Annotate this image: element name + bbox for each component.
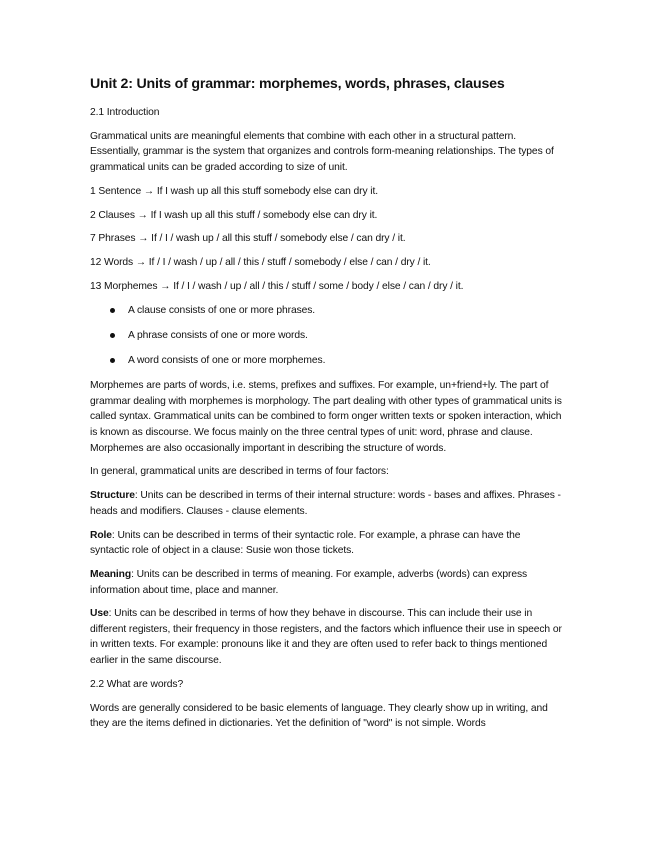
factors-intro: In general, grammatical units are described in terms of four factors: xyxy=(90,466,389,478)
example-clauses: 2 Clauses → If I wash up all this stuff / somebody else can dry it. xyxy=(90,209,378,221)
example-morphemes: 13 Morphemes → If / I / wash / up / all / this / stuff / some / body / else / can / dry / it. xyxy=(90,280,464,292)
intro-paragraph: Grammatical units are meaningful elements that combine with each other in a structural pattern. Essentially, grammar is the system that organizes and controls form-meaning relationships. The types of grammatical units can be graded according to size of unit. xyxy=(90,130,554,173)
section-heading-introduction: 2.1 Introduction xyxy=(90,107,160,118)
factor-term: Structure xyxy=(90,490,135,502)
bullet-item-phrase: A phrase consists of one or more words. xyxy=(90,328,562,344)
factor-term: Role xyxy=(90,529,112,541)
factor-text: : Units can be described in terms of their internal structure: words - bases and affixes. Phrases - heads and modifiers. Clauses - clause elements. xyxy=(90,490,561,517)
example-sentence: 1 Sentence → If I wash up all this stuff somebody else can dry it. xyxy=(90,185,378,197)
factor-text: : Units can be described in terms of how they behave in discourse. This can include their use in different registers, their frequency in those registers, and the factors which influence their use in speech or in written texts. For example: pronouns like it and they are often used to refer back to things mentioned earlier in the same discourse. xyxy=(90,608,562,667)
words-paragraph: Words are generally considered to be basic elements of language. They clearly show up in writing, and they are the items defined in dictionaries. Yet the definition of "word" is not simple. Words xyxy=(90,702,548,730)
section-heading-words: 2.2 What are words? xyxy=(90,678,184,690)
morphemes-paragraph: Morphemes are parts of words, i.e. stems, prefixes and suffixes. For example, un+friend+ly. The part of grammar dealing with morphemes is morphology. The part dealing with other types of grammatical units is called syntax. Grammatical units can be combined to form onger written texts or spoken interaction, which is known as discourse. We focus mainly on the three central types of unit: word, phrase and clause. Morphemes are also occasionally important in describing the structure of words. xyxy=(90,380,562,454)
bullet-item-clause: A clause consists of one or more phrases. xyxy=(90,303,562,319)
factor-meaning xyxy=(90,567,562,598)
factor-term: Meaning xyxy=(90,568,132,580)
factor-term: Use xyxy=(90,608,109,620)
document-body xyxy=(90,74,562,740)
example-words: 12 Words → If / I / wash / up / all / this / stuff / somebody / else / can / dry / it. xyxy=(90,257,431,269)
factor-text: : Units can be described in terms of their syntactic role. For example, a phrase can have the syntactic role of object in a clause: Susie won those tickets. xyxy=(90,529,521,557)
factor-role xyxy=(90,528,562,559)
example-phrases: 7 Phrases → If / I / wash up / all this stuff / somebody else / can dry / it. xyxy=(90,233,406,245)
bullet-item-word: A word consists of one or more morphemes. xyxy=(90,353,562,369)
factor-text: : Units can be described in terms of meaning. For example, adverbs (words) can express information about time, place and manner. xyxy=(90,568,528,596)
factor-use xyxy=(90,606,562,668)
page-title: Unit 2: Units of grammar: morphemes, words, phrases, clauses xyxy=(90,76,505,92)
factor-structure xyxy=(90,488,562,519)
bullet-list xyxy=(90,303,562,369)
